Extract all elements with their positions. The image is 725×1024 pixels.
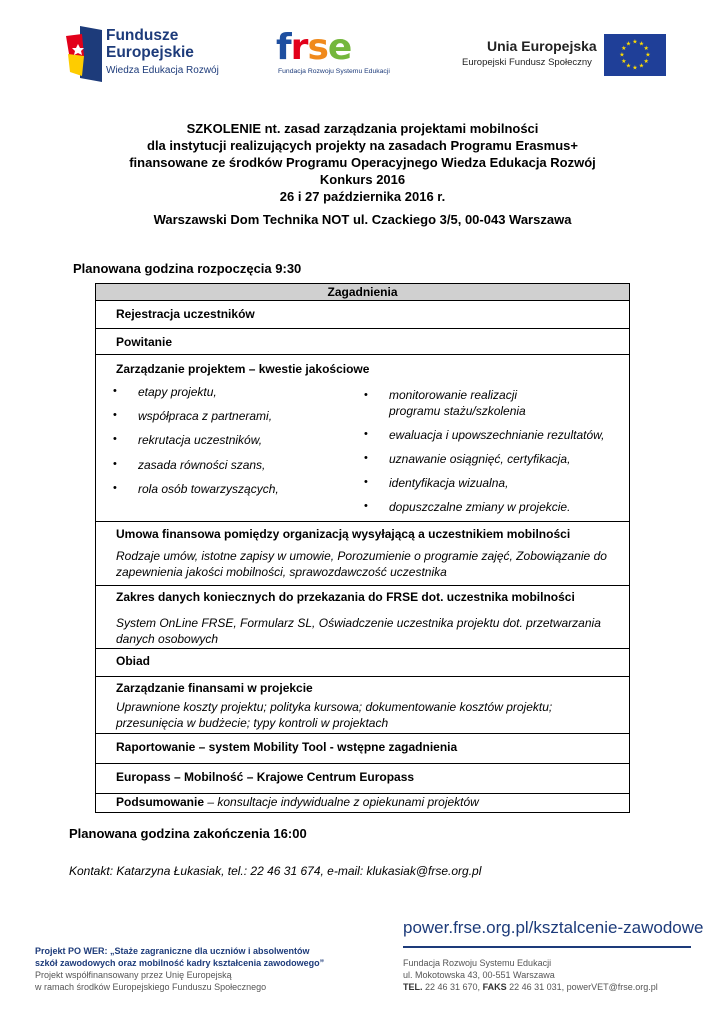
description-line: danych osobowych (116, 632, 219, 646)
agenda-row-title: Podsumowanie (116, 795, 205, 809)
svg-text:★: ★ (632, 38, 638, 46)
agenda-row-title: Zarządzanie finansami w projekcie (116, 681, 313, 695)
svg-text:★: ★ (643, 45, 649, 52)
description-line: System OnLine FRSE, Formularz SL, Oświadczenie uczestnika projektu dot. przetwarzania (116, 616, 601, 630)
frse-letter-s: s (307, 27, 328, 68)
agenda-row-project-management (96, 355, 629, 522)
svg-text:★: ★ (621, 45, 627, 52)
fundusze-europejskie-logo (66, 26, 236, 84)
footer-project-title: szkół zawodowych oraz mobilność kadry kształcenia zawodowego” (35, 958, 325, 968)
agenda-row-finance-management (96, 677, 629, 734)
bullet-item: • rekrutacja uczestników, (138, 433, 262, 447)
svg-text:★: ★ (632, 64, 638, 72)
title-line: Konkurs 2016 (319, 172, 406, 187)
fe-logo-line3: Wiedza Edukacja Rozwój (106, 65, 219, 76)
bullet-item: • ewaluacja i upowszechnianie rezultatów, (389, 428, 604, 442)
agenda-row-title: Obiad (116, 654, 151, 668)
title-line: finansowane ze środków Programu Operacyjnego Wiedza Edukacja Rozwój (129, 155, 596, 170)
agenda-row-suffix: – konsultacje indywidualne z opiekunami projektów (204, 795, 479, 809)
agenda-row-title: Europass – Mobilność – Krajowe Centrum Europass (116, 770, 415, 784)
footer-org-name: Fundacja Rozwoju Systemu Edukacji (403, 958, 552, 968)
svg-text:★: ★ (645, 51, 651, 59)
svg-text:★: ★ (619, 51, 625, 59)
svg-text:★: ★ (625, 62, 632, 70)
training-title (60, 120, 665, 205)
agenda-row-summary (96, 794, 629, 812)
agenda-row-data-scope (96, 586, 629, 649)
bullet-item (389, 387, 526, 419)
agenda-row-title: Umowa finansowa pomiędzy organizacją wysyłającą a uczestnikiem mobilności (116, 527, 571, 541)
agenda-row-title: Zakres danych koniecznych do przekazania do FRSE dot. uczestnika mobilności (116, 590, 575, 604)
footer-url[interactable]: power.frse.org.pl/ksztalcenie-zawodowe (403, 918, 704, 937)
start-time: Planowana godzina rozpoczęcia 9:30 (73, 261, 302, 276)
bullet-item: • uznawanie osiągnięć, certyfikacja, (389, 452, 570, 466)
footer-project-title: Projekt PO WER: „Staże zagraniczne dla uczniów i absolwentów (35, 946, 310, 956)
fe-logo-line2: Europejskie (106, 44, 194, 61)
frse-letter-r: r (290, 27, 308, 68)
frse-letter-e: e (327, 27, 352, 68)
agenda-row-financial-agreement (96, 522, 629, 586)
agenda-row-europass (96, 764, 629, 794)
description-line: przesunięcia w budżecie; typy kontroli w projektach (116, 716, 389, 730)
title-line: dla instytucji realizujących projekty na zasadach Programu Erasmus+ (147, 138, 578, 153)
contact-info: Kontakt: Katarzyna Łukasiak, tel.: 22 46 31 674, e-mail: klukasiak@frse.org.pl (69, 864, 482, 878)
svg-text:★: ★ (625, 40, 632, 48)
ue-logo-subtitle: Europejski Fundusz Społeczny (462, 57, 592, 68)
footer-contact-line (403, 982, 658, 992)
bullet-item: • współpraca z partnerami, (138, 409, 272, 423)
title-date: 26 i 27 października 2016 r. (279, 189, 446, 204)
agenda-row-description (116, 699, 621, 731)
eu-flag-icon (604, 34, 666, 76)
bullet-item: • rola osób towarzyszących, (138, 482, 279, 496)
svg-text:★: ★ (638, 40, 645, 48)
footer-address: ul. Mokotowska 43, 00-551 Warszawa (403, 970, 555, 980)
bullet-item: • identyfikacja wizualna, (389, 476, 508, 490)
agenda-row-title: Zarządzanie projektem – kwestie jakościowe (116, 362, 370, 376)
bullet-item: • etapy projektu, (138, 385, 217, 399)
ue-logo-title: Unia Europejska (487, 38, 597, 54)
footer-tel-label: TEL. (403, 982, 423, 992)
svg-text:★: ★ (621, 58, 627, 65)
agenda-row-description (116, 548, 621, 580)
agenda-row-title: Powitanie (116, 335, 173, 349)
agenda-row-title: Rejestracja uczestników (116, 307, 255, 321)
footer-cofinancing: w ramach środków Europejskiego Funduszu Społecznego (35, 982, 267, 992)
frse-logo-letters (276, 27, 352, 68)
footer-cofinancing: Projekt współfinansowany przez Unię Europejską (35, 970, 232, 980)
svg-text:★: ★ (643, 58, 649, 65)
footer-fax-label: FAKS (482, 982, 507, 992)
bullet-item: • zasada równości szans, (138, 458, 265, 472)
description-line: Uprawnione koszty projektu; polityka kursowa; dokumentowanie kosztów projektu; (116, 700, 553, 714)
agenda-row-lunch (96, 649, 629, 677)
frse-logo-subtitle: Fundacja Rozwoju Systemu Edukacji (278, 68, 390, 75)
description-line: zapewnienia jakości mobilności, sprawozdawczość uczestnika (116, 565, 447, 579)
end-time: Planowana godzina zakończenia 16:00 (69, 826, 307, 841)
frse-logo (272, 27, 412, 82)
fe-logo-mark-icon (66, 26, 102, 82)
agenda-row-reporting (96, 734, 629, 764)
agenda-table (95, 283, 630, 813)
agenda-table-header: Zagadnienia (96, 284, 629, 301)
description-line: Rodzaje umów, istotne zapisy w umowie, Porozumienie o programie zajęć, Zobowiązanie do (116, 549, 607, 563)
agenda-row-welcome (96, 329, 629, 355)
footer-tel: 22 46 31 670, (422, 982, 483, 992)
agenda-row-summary-text (116, 795, 479, 809)
svg-text:★: ★ (638, 62, 645, 70)
bullet-item-line: • monitorowanie realizacji (389, 388, 518, 402)
frse-letter-f: f (276, 27, 291, 68)
fe-logo-line1: Fundusze (106, 27, 179, 44)
footer-fax-email[interactable]: 22 46 31 031, powerVET@frse.org.pl (506, 982, 658, 992)
bullet-item-line: programu stażu/szkolenia (389, 404, 526, 418)
venue-address: Warszawski Dom Technika NOT ul. Czackiego 3/5, 00-043 Warszawa (153, 212, 572, 227)
bullet-item: • dopuszczalne zmiany w projekcie. (389, 500, 570, 514)
footer-divider (403, 946, 691, 948)
agenda-row-registration (96, 301, 629, 329)
title-line: SZKOLENIE nt. zasad zarządzania projektami mobilności (186, 121, 539, 136)
agenda-row-description (116, 615, 621, 647)
unia-europejska-logo (462, 34, 666, 78)
agenda-row-title: Raportowanie – system Mobility Tool - wstępne zagadnienia (116, 740, 458, 754)
